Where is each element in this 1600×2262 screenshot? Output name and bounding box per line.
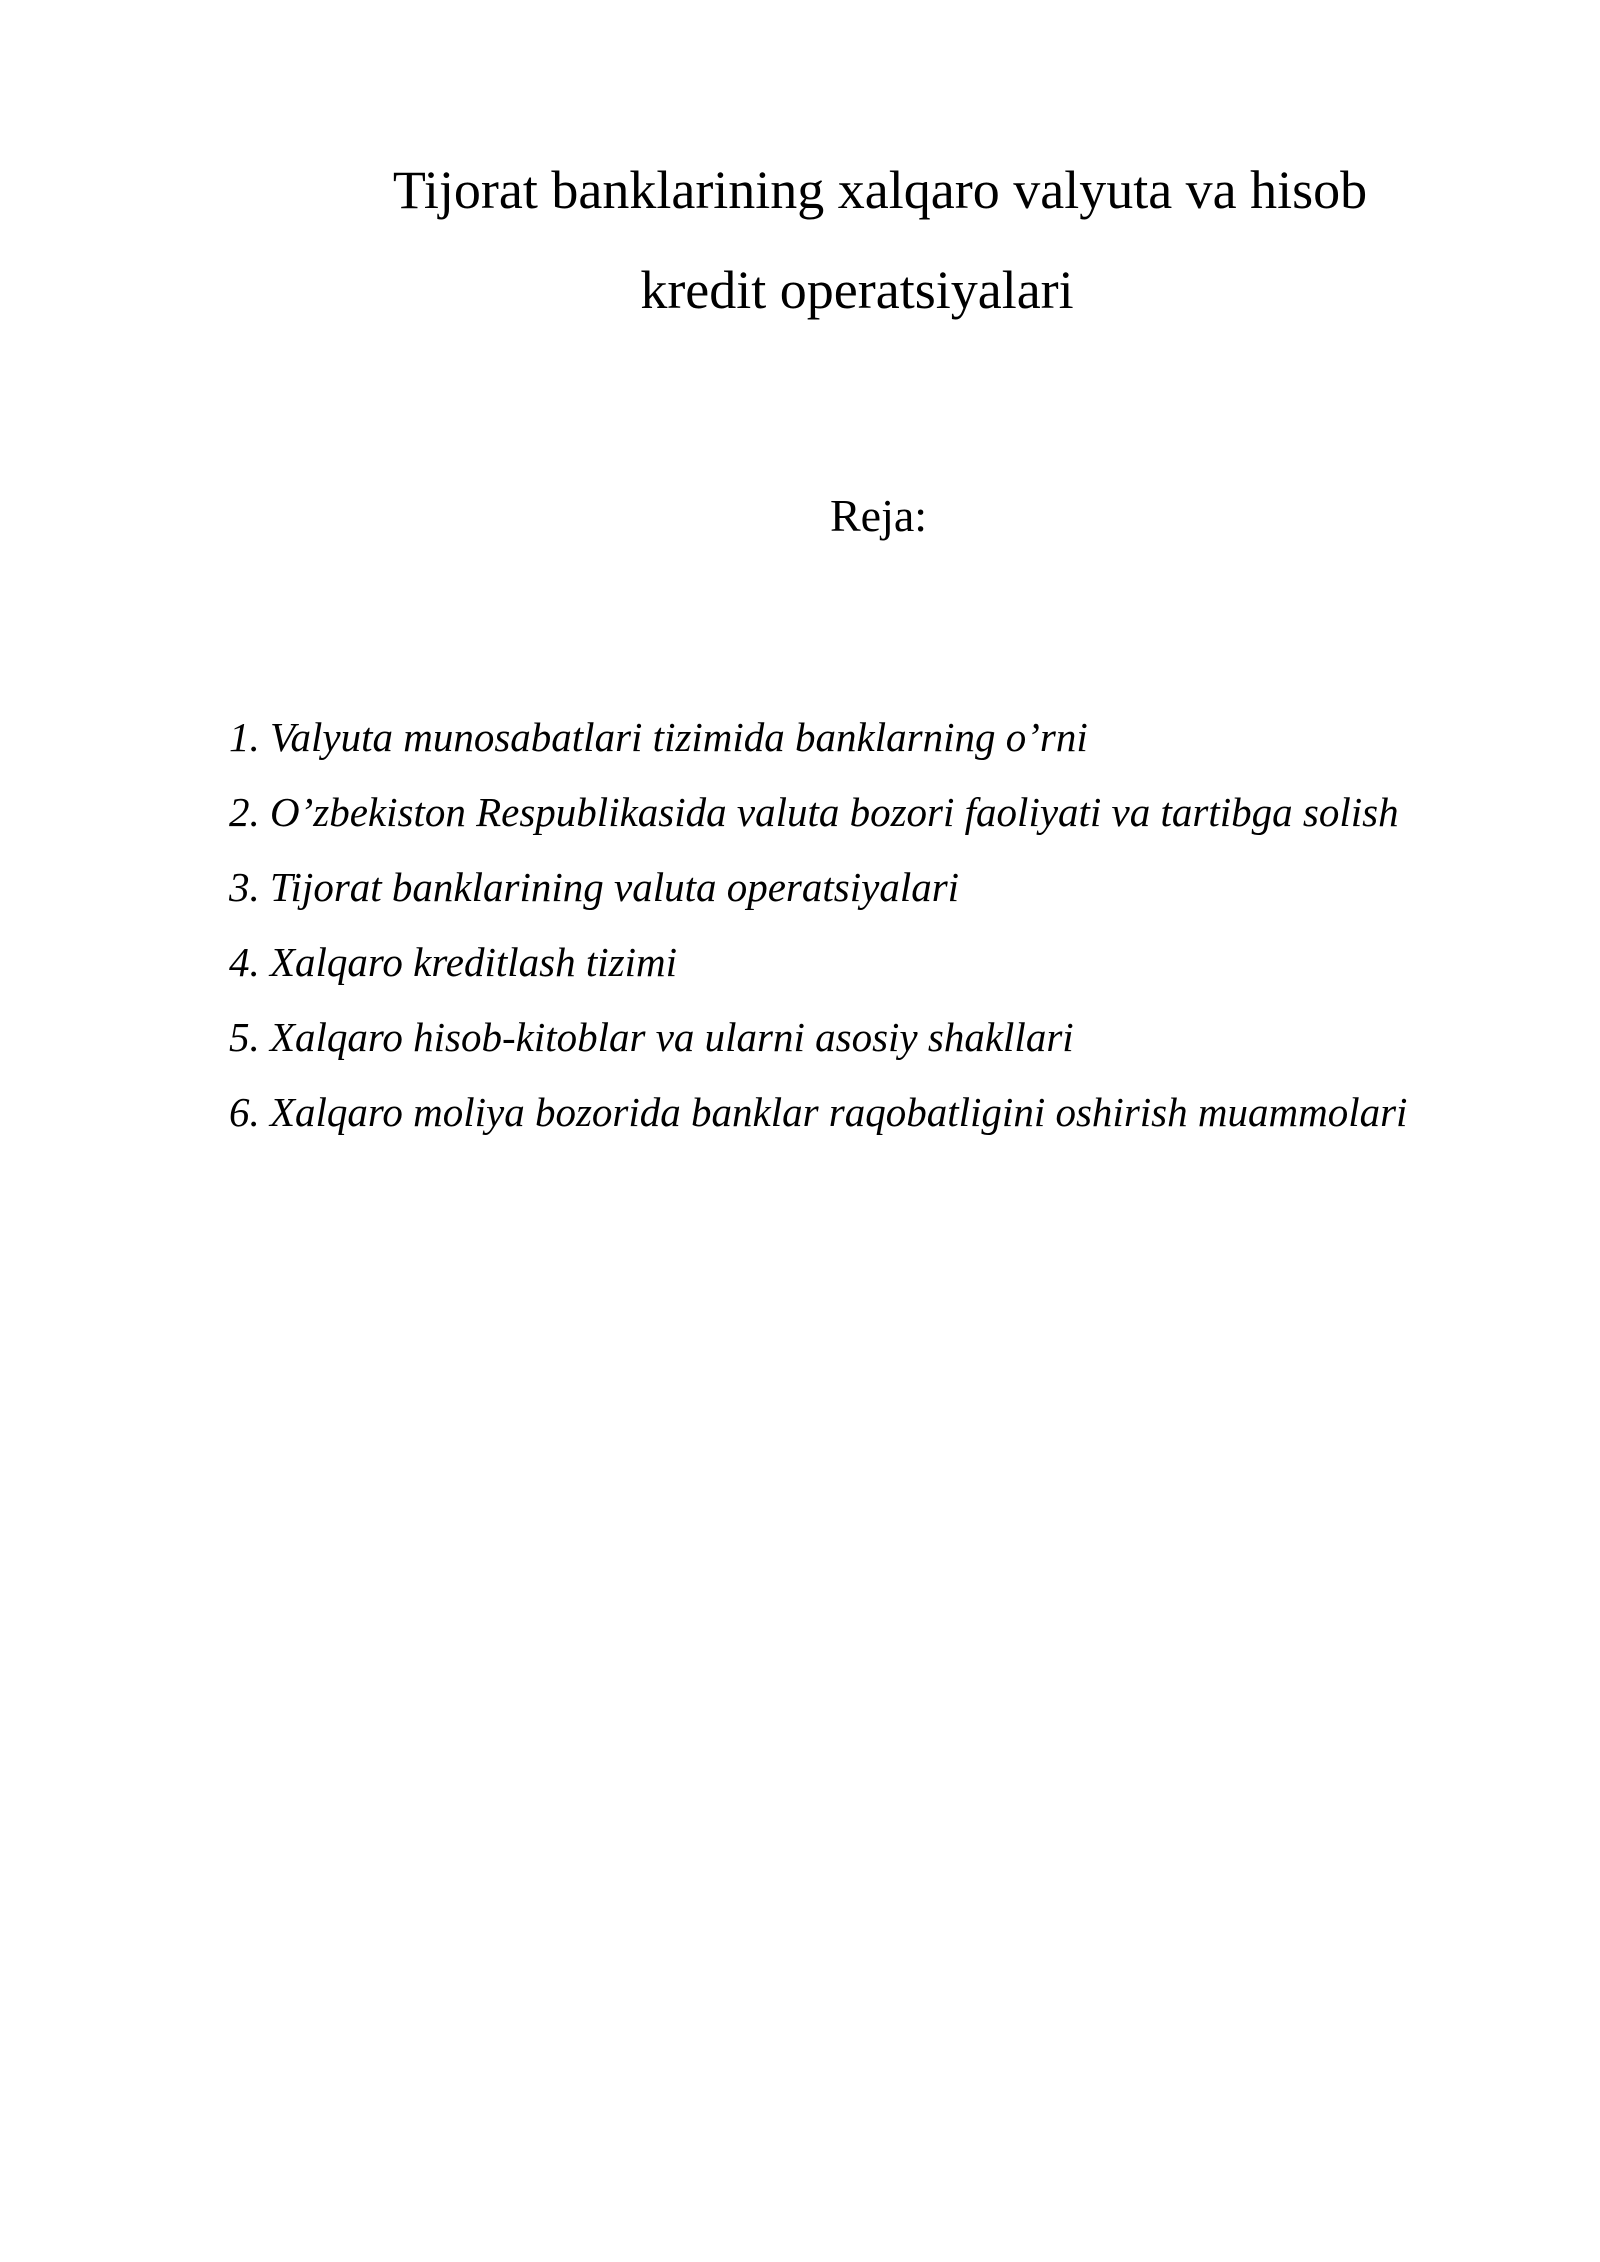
plan-item-2: 2. O’zbekiston Respublikasida valuta bozori faoliyati va tartibga solish: [229, 789, 1399, 835]
document-title-line-2: kredit operatsiyalari: [640, 260, 1074, 320]
plan-item-1: 1. Valyuta munosabatlari tizimida banklarning o’rni: [229, 714, 1088, 760]
plan-item-4: 4. Xalqaro kreditlash tizimi: [229, 939, 677, 985]
plan-list: [229, 700, 1407, 1150]
plan-heading: Reja:: [830, 490, 928, 541]
document-title-line-1: Tijorat banklarining xalqaro valyuta va hisob: [392, 160, 1368, 220]
plan-item-5: 5. Xalqaro hisob-kitoblar va ularni asosiy shakllari: [229, 1014, 1074, 1060]
plan-item-3: 3. Tijorat banklarining valuta operatsiyalari: [229, 864, 960, 910]
plan-item-6: 6. Xalqaro moliya bozorida banklar raqobatligini oshirish muammolari: [229, 1089, 1408, 1135]
